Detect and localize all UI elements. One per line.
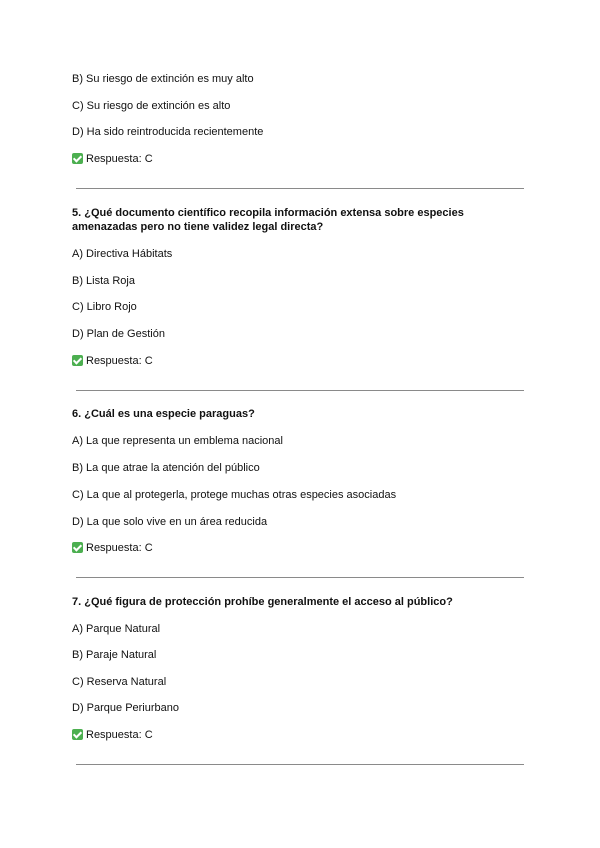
q4-option-c: C) Su riesgo de extinción es alto (72, 100, 231, 112)
q5-option-d: D) Plan de Gestión (72, 328, 165, 340)
q6-option-a: A) La que representa un emblema nacional (72, 435, 283, 447)
q6-question: 6. ¿Cuál es una especie paraguas? (72, 408, 255, 420)
divider (76, 390, 524, 391)
q7-option-d: D) Parque Periurbano (72, 702, 180, 714)
q5-answer-text: Respuesta: C (86, 355, 153, 367)
q6-answer-text: Respuesta: C (86, 542, 153, 554)
divider (76, 188, 524, 189)
q5-option-a: A) Directiva Hábitats (72, 248, 173, 260)
q4-answer-text: Respuesta: C (86, 153, 153, 165)
check-mark-icon (72, 355, 83, 366)
q4-option-b: B) Su riesgo de extinción es muy alto (72, 73, 254, 85)
q7-answer (72, 728, 153, 742)
q5-option-b: B) Lista Roja (72, 275, 135, 287)
q7-option-b: B) Paraje Natural (72, 649, 157, 661)
q5-question: 5. ¿Qué documento científico recopila información extensa sobre especies amenazadas pero no tiene validez legal directa? (72, 207, 464, 233)
q5-answer (72, 354, 153, 368)
divider (76, 764, 524, 765)
q6-option-c: C) La que al protegerla, protege muchas otras especies asociadas (72, 489, 397, 501)
q7-option-c: C) Reserva Natural (72, 676, 167, 688)
check-mark-icon (72, 729, 83, 740)
divider (76, 577, 524, 578)
q7-option-a: A) Parque Natural (72, 623, 161, 635)
q7-question: 7. ¿Qué figura de protección prohíbe generalmente el acceso al público? (72, 596, 453, 608)
q4-answer (72, 152, 153, 166)
q5-option-c: C) Libro Rojo (72, 301, 137, 313)
q6-answer (72, 541, 153, 555)
check-mark-icon (72, 153, 83, 164)
q6-option-b: B) La que atrae la atención del público (72, 462, 260, 474)
q6-option-d: D) La que solo vive en un área reducida (72, 516, 268, 528)
q7-answer-text: Respuesta: C (86, 729, 153, 741)
check-mark-icon (72, 542, 83, 553)
q4-option-d: D) Ha sido reintroducida recientemente (72, 126, 264, 138)
